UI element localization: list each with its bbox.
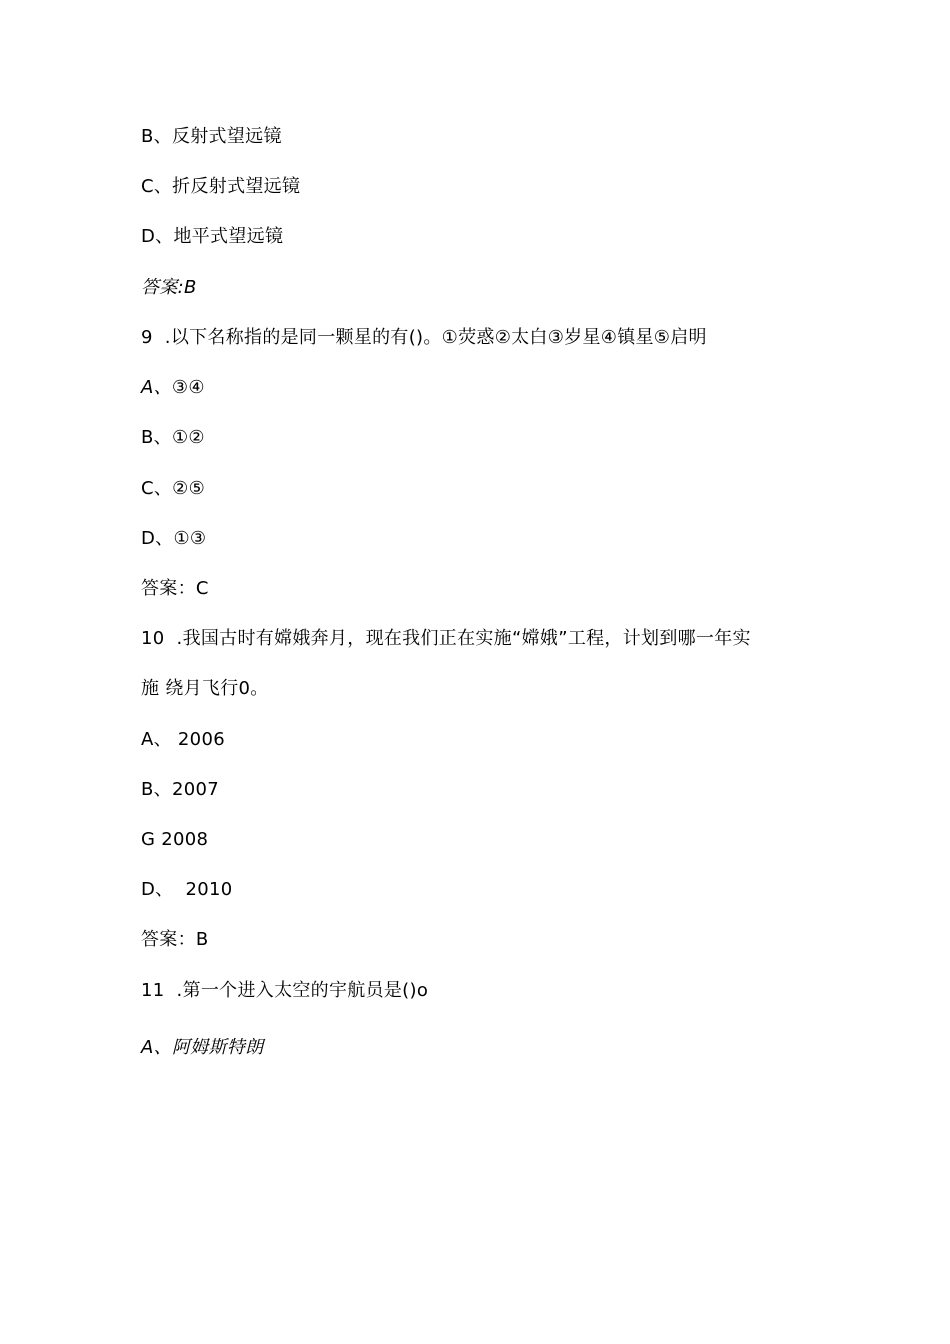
q9-option-b: B、①②: [141, 427, 205, 448]
question-11: 11 .第一个进入太空的宇航员是()o: [141, 980, 429, 1001]
q9-option-c: C、②⑤: [141, 478, 206, 499]
option-d-altazimuth-telescope: D、地平式望远镜: [141, 226, 284, 247]
answer-q10: 答案：B: [141, 929, 209, 950]
q10-option-d: D、 2010: [141, 879, 233, 900]
question-10-line-2: 施 绕月飞行0。: [141, 678, 269, 699]
q10-option-b: B、2007: [141, 779, 219, 800]
answer-q8: 答案:B: [141, 277, 197, 298]
question-9: 9 .以下名称指的是同一颗星的有()。①荧惑②太白③岁星④镇星⑤启明: [141, 327, 707, 348]
q9-option-d: D、①③: [141, 528, 207, 549]
q10-option-c: G 2008: [141, 829, 209, 850]
option-c-catadioptric-telescope: C、折反射式望远镜: [141, 176, 301, 197]
q9-option-a: A、③④: [141, 377, 205, 398]
question-10-line-1: 10 .我国古时有嫦娥奔月，现在我们正在实施“嫦娥”工程，计划到哪一年实: [141, 628, 751, 649]
option-b-reflecting-telescope: B、反射式望远镜: [141, 126, 282, 147]
q11-option-a: A、阿姆斯特朗: [141, 1037, 264, 1058]
answer-q9: 答案：C: [141, 578, 209, 599]
q10-option-a: A、 2006: [141, 729, 225, 750]
